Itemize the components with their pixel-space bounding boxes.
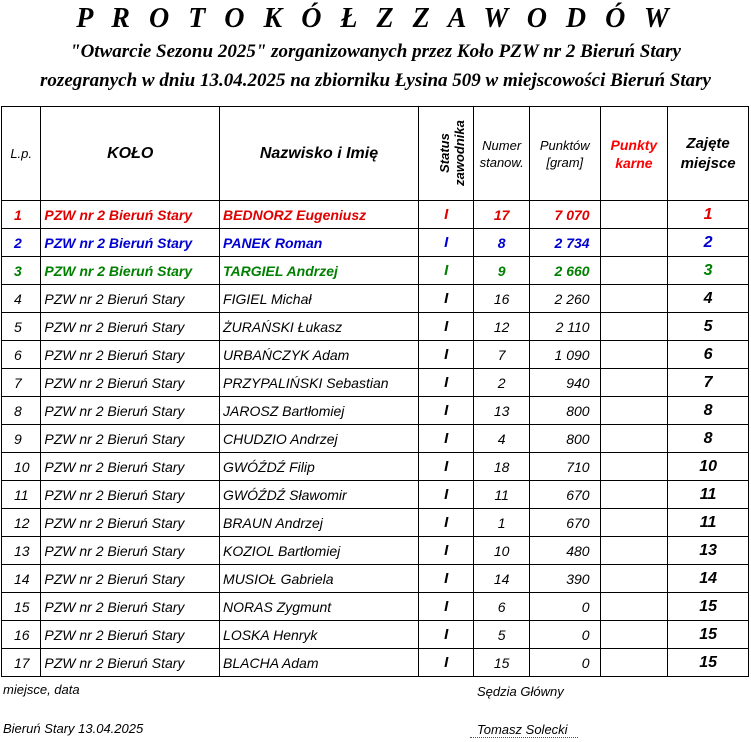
results-table [1, 106, 749, 677]
cell-station: 16 [474, 285, 530, 313]
cell-kolo: PZW nr 2 Bieruń Stary [41, 481, 220, 509]
cell-status: I [418, 509, 474, 537]
cell-station: 15 [474, 649, 530, 677]
cell-place: 15 [668, 649, 749, 677]
cell-place: 8 [668, 397, 749, 425]
cell-points: 390 [529, 565, 600, 593]
cell-kolo: PZW nr 2 Bieruń Stary [41, 229, 220, 257]
cell-lp: 3 [2, 257, 41, 285]
cell-points: 0 [529, 593, 600, 621]
cell-name: LOSKA Henryk [220, 621, 419, 649]
cell-status: I [418, 453, 474, 481]
cell-kolo: PZW nr 2 Bieruń Stary [41, 285, 220, 313]
cell-points: 2 660 [529, 257, 600, 285]
cell-points: 800 [529, 425, 600, 453]
cell-name: BEDNORZ Eugeniusz [220, 201, 419, 229]
cell-place: 1 [668, 201, 749, 229]
cell-status: I [418, 201, 474, 229]
cell-lp: 5 [2, 313, 41, 341]
cell-lp: 6 [2, 341, 41, 369]
cell-points: 7 070 [529, 201, 600, 229]
cell-place: 7 [668, 369, 749, 397]
cell-lp: 13 [2, 537, 41, 565]
judge-label: Sędzia Główny [477, 684, 564, 699]
cell-kolo: PZW nr 2 Bieruń Stary [41, 565, 220, 593]
cell-kolo: PZW nr 2 Bieruń Stary [41, 537, 220, 565]
cell-status: I [418, 425, 474, 453]
table-row [2, 649, 749, 677]
cell-penalty [600, 425, 668, 453]
col-header-kolo: KOŁO [41, 107, 220, 201]
cell-kolo: PZW nr 2 Bieruń Stary [41, 425, 220, 453]
col-header-penalty: Punkty karne [600, 107, 668, 201]
cell-name: PANEK Roman [220, 229, 419, 257]
document-title: P R O T O K Ó Ł Z Z A W O D Ó W [76, 3, 675, 34]
cell-station: 9 [474, 257, 530, 285]
table-row [2, 509, 749, 537]
cell-name: GWÓŹDŹ Filip [220, 453, 419, 481]
cell-station: 8 [474, 229, 530, 257]
col-header-lp: L.p. [2, 107, 41, 201]
cell-status: I [418, 649, 474, 677]
cell-station: 5 [474, 621, 530, 649]
cell-penalty [600, 369, 668, 397]
cell-lp: 14 [2, 565, 41, 593]
table-row [2, 229, 749, 257]
cell-kolo: PZW nr 2 Bieruń Stary [41, 397, 220, 425]
cell-status: I [418, 313, 474, 341]
cell-penalty [600, 397, 668, 425]
cell-name: PRZYPALIŃSKI Sebastian [220, 369, 419, 397]
cell-name: CHUDZIO Andrzej [220, 425, 419, 453]
cell-points: 800 [529, 397, 600, 425]
cell-penalty [600, 341, 668, 369]
cell-lp: 7 [2, 369, 41, 397]
cell-station: 13 [474, 397, 530, 425]
table-row [2, 425, 749, 453]
cell-status: I [418, 257, 474, 285]
cell-station: 1 [474, 509, 530, 537]
cell-name: BRAUN Andrzej [220, 509, 419, 537]
cell-lp: 4 [2, 285, 41, 313]
cell-place: 11 [668, 481, 749, 509]
cell-status: I [418, 481, 474, 509]
status-header-text: Status zawodnika [436, 119, 467, 186]
cell-kolo: PZW nr 2 Bieruń Stary [41, 341, 220, 369]
table-row [2, 257, 749, 285]
cell-status: I [418, 229, 474, 257]
cell-station: 11 [474, 481, 530, 509]
cell-kolo: PZW nr 2 Bieruń Stary [41, 621, 220, 649]
cell-penalty [600, 285, 668, 313]
cell-points: 2 260 [529, 285, 600, 313]
cell-station: 18 [474, 453, 530, 481]
cell-points: 0 [529, 649, 600, 677]
cell-name: FIGIEL Michał [220, 285, 419, 313]
col-header-name: Nazwisko i Imię [220, 107, 419, 201]
cell-points: 1 090 [529, 341, 600, 369]
cell-penalty [600, 649, 668, 677]
cell-place: 13 [668, 537, 749, 565]
city-date: Bieruń Stary 13.04.2025 [3, 721, 144, 736]
table-row [2, 285, 749, 313]
table-row [2, 537, 749, 565]
cell-status: I [418, 341, 474, 369]
competition-details: rozegranych w dniu 13.04.2025 na zbiorniku Łysina 509 w miejscowości Bieruń Stary [40, 70, 711, 91]
table-row [2, 313, 749, 341]
cell-points: 2 110 [529, 313, 600, 341]
table-row [2, 453, 749, 481]
cell-name: TARGIEL Andrzej [220, 257, 419, 285]
cell-status: I [418, 565, 474, 593]
cell-station: 12 [474, 313, 530, 341]
table-row [2, 593, 749, 621]
competition-subtitle: "Otwarcie Sezonu 2025" zorganizowanych przez Koło PZW nr 2 Bieruń Stary [70, 41, 681, 62]
cell-penalty [600, 565, 668, 593]
cell-kolo: PZW nr 2 Bieruń Stary [41, 313, 220, 341]
cell-name: BLACHA Adam [220, 649, 419, 677]
cell-status: I [418, 537, 474, 565]
cell-status: I [418, 593, 474, 621]
cell-kolo: PZW nr 2 Bieruń Stary [41, 649, 220, 677]
cell-points: 480 [529, 537, 600, 565]
cell-lp: 8 [2, 397, 41, 425]
cell-lp: 17 [2, 649, 41, 677]
cell-place: 14 [668, 565, 749, 593]
table-row [2, 397, 749, 425]
signature-line [470, 737, 578, 738]
cell-points: 670 [529, 509, 600, 537]
col-header-points: Punktów [gram] [529, 107, 600, 201]
cell-points: 940 [529, 369, 600, 397]
cell-lp: 9 [2, 425, 41, 453]
cell-place: 11 [668, 509, 749, 537]
cell-kolo: PZW nr 2 Bieruń Stary [41, 593, 220, 621]
cell-name: JAROSZ Bartłomiej [220, 397, 419, 425]
cell-kolo: PZW nr 2 Bieruń Stary [41, 369, 220, 397]
cell-lp: 16 [2, 621, 41, 649]
cell-lp: 12 [2, 509, 41, 537]
table-row [2, 565, 749, 593]
cell-lp: 10 [2, 453, 41, 481]
cell-penalty [600, 621, 668, 649]
cell-points: 0 [529, 621, 600, 649]
cell-name: ŻURAŃSKI Łukasz [220, 313, 419, 341]
table-row [2, 369, 749, 397]
cell-station: 10 [474, 537, 530, 565]
table-header-row [2, 107, 749, 201]
col-header-station: Numer stanow. [474, 107, 530, 201]
cell-name: URBAŃCZYK Adam [220, 341, 419, 369]
cell-lp: 11 [2, 481, 41, 509]
table-row [2, 201, 749, 229]
cell-place: 2 [668, 229, 749, 257]
cell-points: 2 734 [529, 229, 600, 257]
cell-penalty [600, 593, 668, 621]
cell-kolo: PZW nr 2 Bieruń Stary [41, 509, 220, 537]
cell-penalty [600, 257, 668, 285]
col-header-status [418, 107, 474, 201]
cell-place: 4 [668, 285, 749, 313]
cell-points: 710 [529, 453, 600, 481]
place-date-label: miejsce, data [3, 682, 80, 697]
cell-status: I [418, 285, 474, 313]
cell-station: 7 [474, 341, 530, 369]
table-row [2, 341, 749, 369]
cell-penalty [600, 537, 668, 565]
cell-lp: 1 [2, 201, 41, 229]
cell-place: 8 [668, 425, 749, 453]
col-header-place: Zajęte miejsce [668, 107, 749, 201]
table-row [2, 481, 749, 509]
cell-kolo: PZW nr 2 Bieruń Stary [41, 453, 220, 481]
cell-penalty [600, 509, 668, 537]
cell-place: 10 [668, 453, 749, 481]
cell-place: 5 [668, 313, 749, 341]
cell-penalty [600, 453, 668, 481]
cell-status: I [418, 369, 474, 397]
cell-place: 15 [668, 621, 749, 649]
cell-kolo: PZW nr 2 Bieruń Stary [41, 257, 220, 285]
cell-station: 6 [474, 593, 530, 621]
cell-penalty [600, 201, 668, 229]
cell-lp: 2 [2, 229, 41, 257]
table-row [2, 621, 749, 649]
cell-station: 4 [474, 425, 530, 453]
cell-kolo: PZW nr 2 Bieruń Stary [41, 201, 220, 229]
cell-station: 14 [474, 565, 530, 593]
judge-name: Tomasz Solecki [477, 722, 568, 737]
cell-name: KOZIOL Bartłomiej [220, 537, 419, 565]
cell-points: 670 [529, 481, 600, 509]
cell-name: GWÓŹDŹ Sławomir [220, 481, 419, 509]
cell-status: I [418, 397, 474, 425]
cell-penalty [600, 313, 668, 341]
cell-station: 2 [474, 369, 530, 397]
cell-place: 15 [668, 593, 749, 621]
cell-name: MUSIOŁ Gabriela [220, 565, 419, 593]
cell-station: 17 [474, 201, 530, 229]
cell-lp: 15 [2, 593, 41, 621]
cell-name: NORAS Zygmunt [220, 593, 419, 621]
cell-penalty [600, 481, 668, 509]
cell-penalty [600, 229, 668, 257]
cell-place: 3 [668, 257, 749, 285]
cell-status: I [418, 621, 474, 649]
cell-place: 6 [668, 341, 749, 369]
